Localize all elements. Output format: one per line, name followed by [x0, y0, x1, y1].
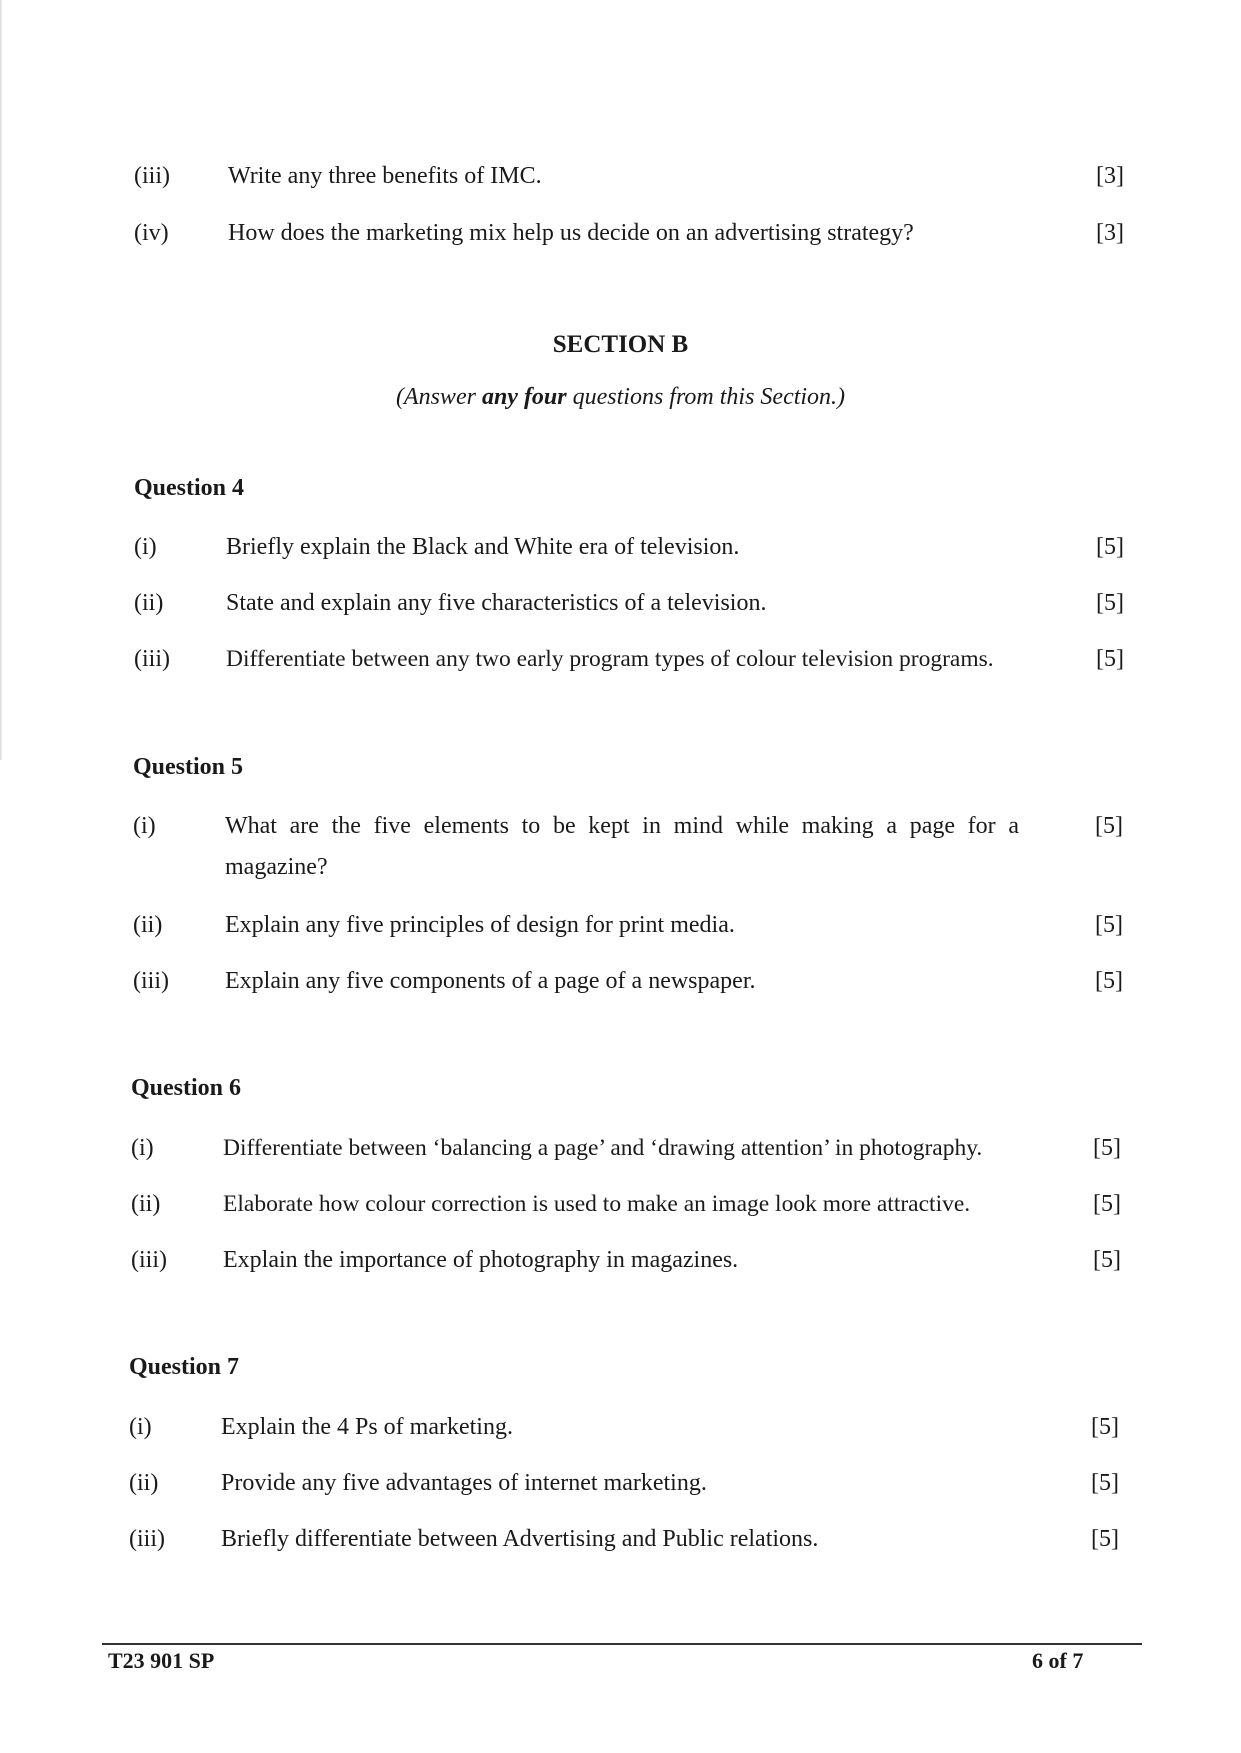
item-number: (iii) — [129, 1526, 165, 1552]
item-marks: [5] — [1096, 646, 1124, 672]
item-text: Explain the importance of photography in magazines. — [223, 1247, 739, 1273]
item-marks: [3] — [1096, 163, 1124, 189]
instruction-pre: (Answer — [395, 384, 482, 410]
item-text: How does the marketing mix help us decide on an advertising strategy? — [228, 220, 914, 246]
question-item — [134, 213, 1124, 253]
item-text: Provide any five advantages of internet marketing. — [221, 1470, 707, 1496]
item-number: (ii) — [129, 1470, 159, 1496]
item-text: Explain any five principles of design for print media. — [225, 912, 735, 938]
item-marks: [5] — [1091, 1414, 1119, 1440]
page-number: 6 of 7 — [1032, 1648, 1084, 1673]
item-marks: [5] — [1091, 1526, 1119, 1552]
item-text: Explain the 4 Ps of marketing. — [221, 1414, 513, 1440]
question-item — [131, 1184, 1121, 1224]
item-text: What are the five elements to be kept in mind while making a page for a magazine? — [225, 813, 1019, 880]
item-number: (iii) — [133, 968, 169, 994]
item-number: (ii) — [134, 590, 164, 616]
item-marks: [5] — [1093, 1191, 1121, 1217]
scan-edge — [0, 0, 3, 760]
item-text: Differentiate between any two early program types of colour television programs. — [226, 646, 994, 672]
paper-code: T23 901 SP — [108, 1648, 215, 1673]
question-item — [129, 1407, 1119, 1447]
question-item — [129, 1463, 1119, 1503]
item-text: Write any three benefits of IMC. — [228, 163, 542, 189]
item-text: State and explain any five characteristics of a television. — [226, 590, 767, 616]
item-number: (i) — [134, 534, 157, 560]
item-text: Differentiate between ‘balancing a page’ and ‘drawing attention’ in photography. — [223, 1135, 983, 1161]
section-title: SECTION B — [552, 331, 689, 358]
question-item — [131, 1240, 1121, 1280]
item-number: (i) — [131, 1135, 154, 1161]
item-number: (iii) — [131, 1247, 167, 1273]
footer-rule — [102, 1643, 1142, 1645]
question-item — [134, 639, 1124, 679]
item-number: (i) — [133, 813, 156, 839]
item-text: Explain any five components of a page of a newspaper. — [225, 968, 756, 994]
item-marks: [5] — [1091, 1470, 1119, 1496]
item-marks: [3] — [1096, 220, 1124, 246]
question-heading: Question 7 — [129, 1354, 240, 1380]
question-item — [133, 961, 1123, 1001]
item-number: (iii) — [134, 163, 170, 189]
item-number: (iv) — [134, 220, 169, 246]
instruction-post: questions from this Section.) — [566, 384, 846, 410]
item-marks: [5] — [1095, 813, 1123, 839]
item-number: (i) — [129, 1414, 152, 1440]
question-item — [133, 806, 1123, 890]
item-number: (ii) — [131, 1191, 161, 1217]
item-text: Briefly explain the Black and White era of television. — [226, 534, 740, 560]
item-marks: [5] — [1095, 912, 1123, 938]
question-heading: Question 4 — [134, 475, 245, 501]
question-item — [134, 527, 1124, 567]
item-text: Elaborate how colour correction is used to make an image look more attractive. — [223, 1191, 971, 1217]
question-heading: Question 5 — [133, 754, 244, 780]
question-item — [129, 1519, 1119, 1559]
question-heading: Question 6 — [131, 1075, 242, 1101]
section-instruction — [0, 384, 1241, 411]
item-marks: [5] — [1095, 968, 1123, 994]
item-number: (ii) — [133, 912, 163, 938]
question-item — [131, 1128, 1121, 1168]
item-text: Briefly differentiate between Advertising and Public relations. — [221, 1526, 819, 1552]
item-marks: [5] — [1093, 1135, 1121, 1161]
item-marks: [5] — [1096, 590, 1124, 616]
instruction-bold: any four — [481, 384, 567, 410]
item-number: (iii) — [134, 646, 170, 672]
item-marks: [5] — [1096, 534, 1124, 560]
question-item — [134, 583, 1124, 623]
question-item — [134, 156, 1124, 196]
item-marks: [5] — [1093, 1247, 1121, 1273]
question-item — [133, 905, 1123, 945]
